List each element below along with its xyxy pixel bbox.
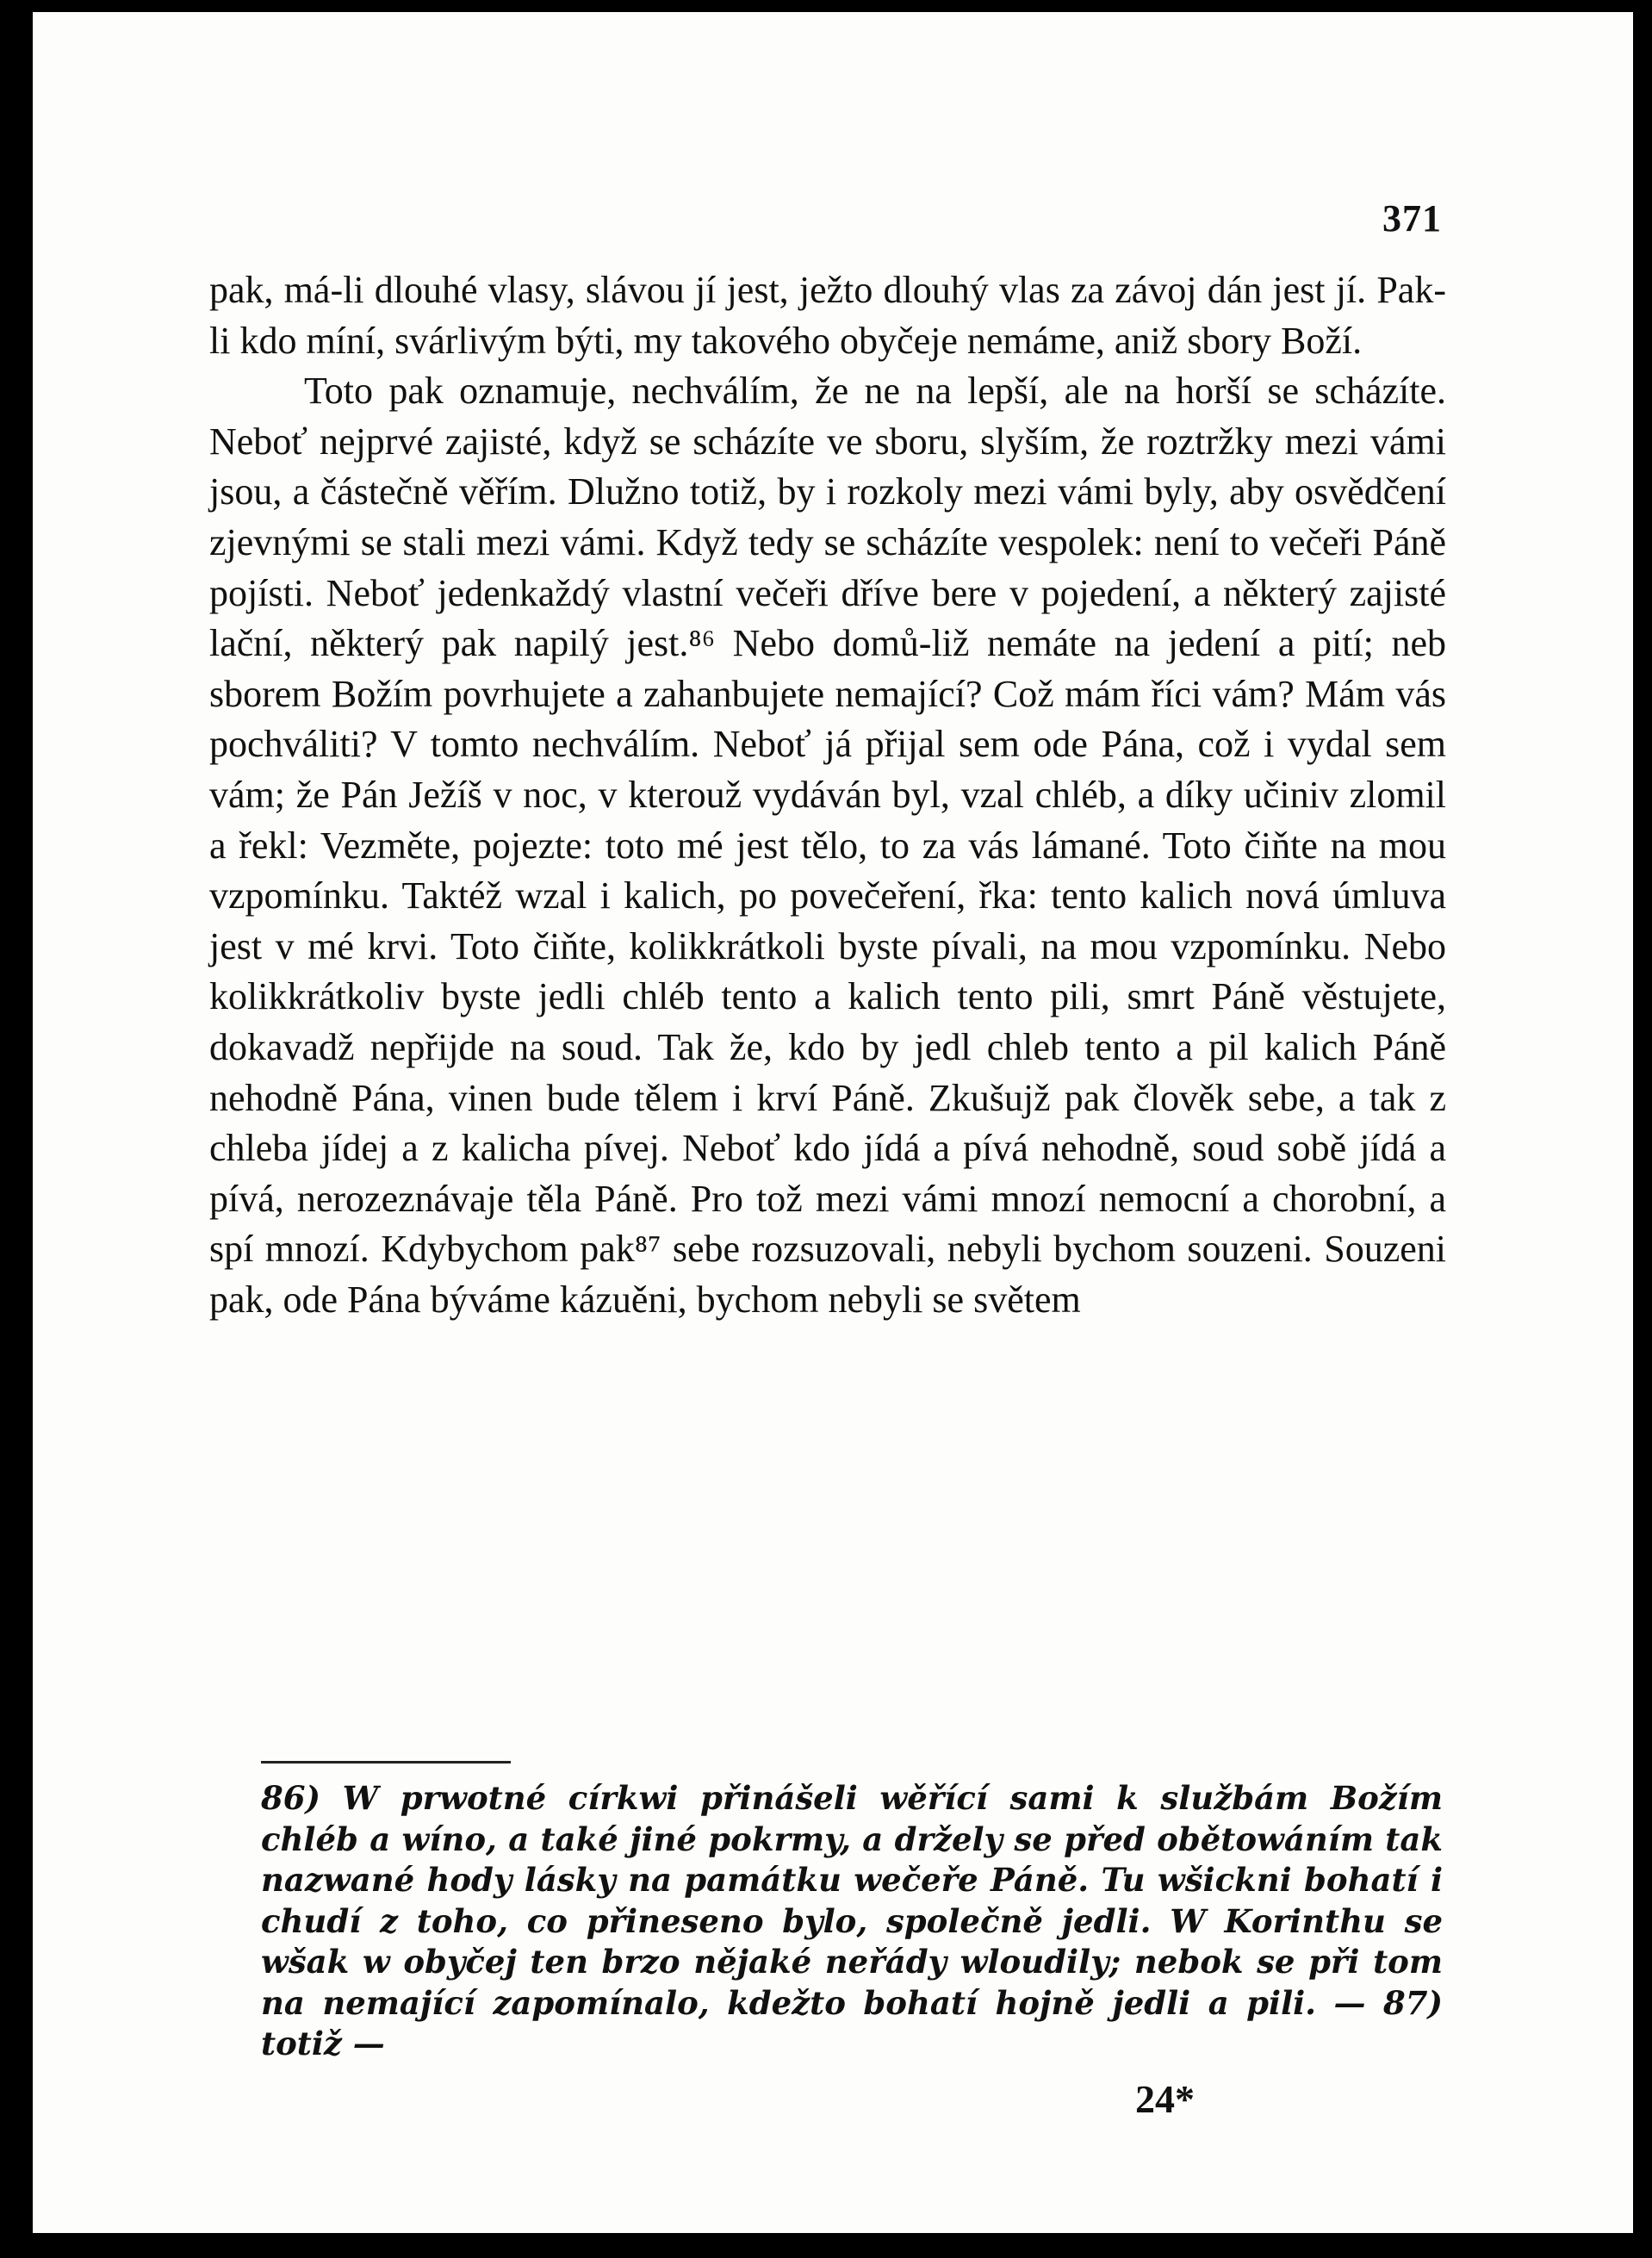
footnote-divider — [261, 1761, 511, 1763]
paragraph-2: Toto pak oznamuje, nechválím, že ne na lepší, ale na horší se scházíte. Neboť nejprvé zajisté, když se scházíte ve sboru, slyším, že roztržky mezi vámi jsou, a částečně věřím. Dlužno totiž, by i rozkoly mezi vámi byly, aby osvědčení zjevnými se stali mezi vámi. Když tedy se scházíte vespolek: není to večeři Páně pojísti. Neboť jedenkaždý vlastní večeři dříve bere v pojedení, a některý zajisté lační, některý pak napilý jest.⁸⁶ Nebo domů-liž nemáte na jedení a pití; neb sborem Božím povrhujete a zahanbujete nemající? Což mám říci vám? Mám vás pochváliti? V tomto nechválím. Neboť já přijal sem ode Pána, což i vydal sem vám; že Pán Ježíš v noc, v kterouž vydáván byl, vzal chléb, a díky učiniv zlomil a řekl: Vezměte, pojezte: toto mé jest tělo, to za vás lámané. Toto čiňte na mou vzpomínku. Taktéž wzal i kalich, po povečeření, řka: tento kalich nová úmluva jest v mé krvi. Toto čiňte, kolikkrátkoli byste pívali, na mou vzpomínku. Nebo kolikkrátkoliv byste jedli chléb tento a kalich tento pili, smrt Páně věstujete, dokavadž nepřijde na soud. Tak že, kdo by jedl chleb tento a pil kalich Páně nehodně Pána, vinen bude tělem i krví Páně. Zkušujž pak člověk sebe, a tak z chleba jídej a z kalicha pívej. Neboť kdo jídá a pívá nehodně, soud sobě jídá a pívá, nerozeznávaje těla Páně. Pro tož mezi vámi mnozí nemocní a chorobní, a spí mnozí. Kdybychom pak⁸⁷ sebe rozsuzovali, nebyli bychom souzeni. Souzeni pak, ode Pána býváme kázuěni, bychom nebyli se světem — [209, 370, 1446, 1321]
page-number: 371 — [1382, 197, 1442, 239]
signature-mark: 24* — [1135, 2077, 1195, 2121]
paragraph-1: pak, má-li dlouhé vlasy, slávou jí jest, ježto dlouhý vlas za závoj dán jest jí. Pak-li kdo míní, svárlivým býti, my takového obyčeje nemáme, aniž sbory Boží. — [209, 269, 1446, 362]
footnote-text: 86) W prwotné církwi přinášeli wěřící sami k službám Božím chléb a wíno, a také jiné pokrmy, a držely se před obětowáním tak nazwané hody lásky na památku wečeře Páně. Tu wšickni bohatí i chudí z toho, co přineseno bylo, společně jedli. W Korinthu se wšak w obyčej ten brzo nějaké neřády wloudily; nebok se při tom na nemající zapomínalo, kdežto bohatí hojně jedli a pili. — 87) totiž — — [261, 1779, 1443, 2062]
body-text — [209, 265, 1446, 1325]
book-page — [33, 12, 1633, 2233]
